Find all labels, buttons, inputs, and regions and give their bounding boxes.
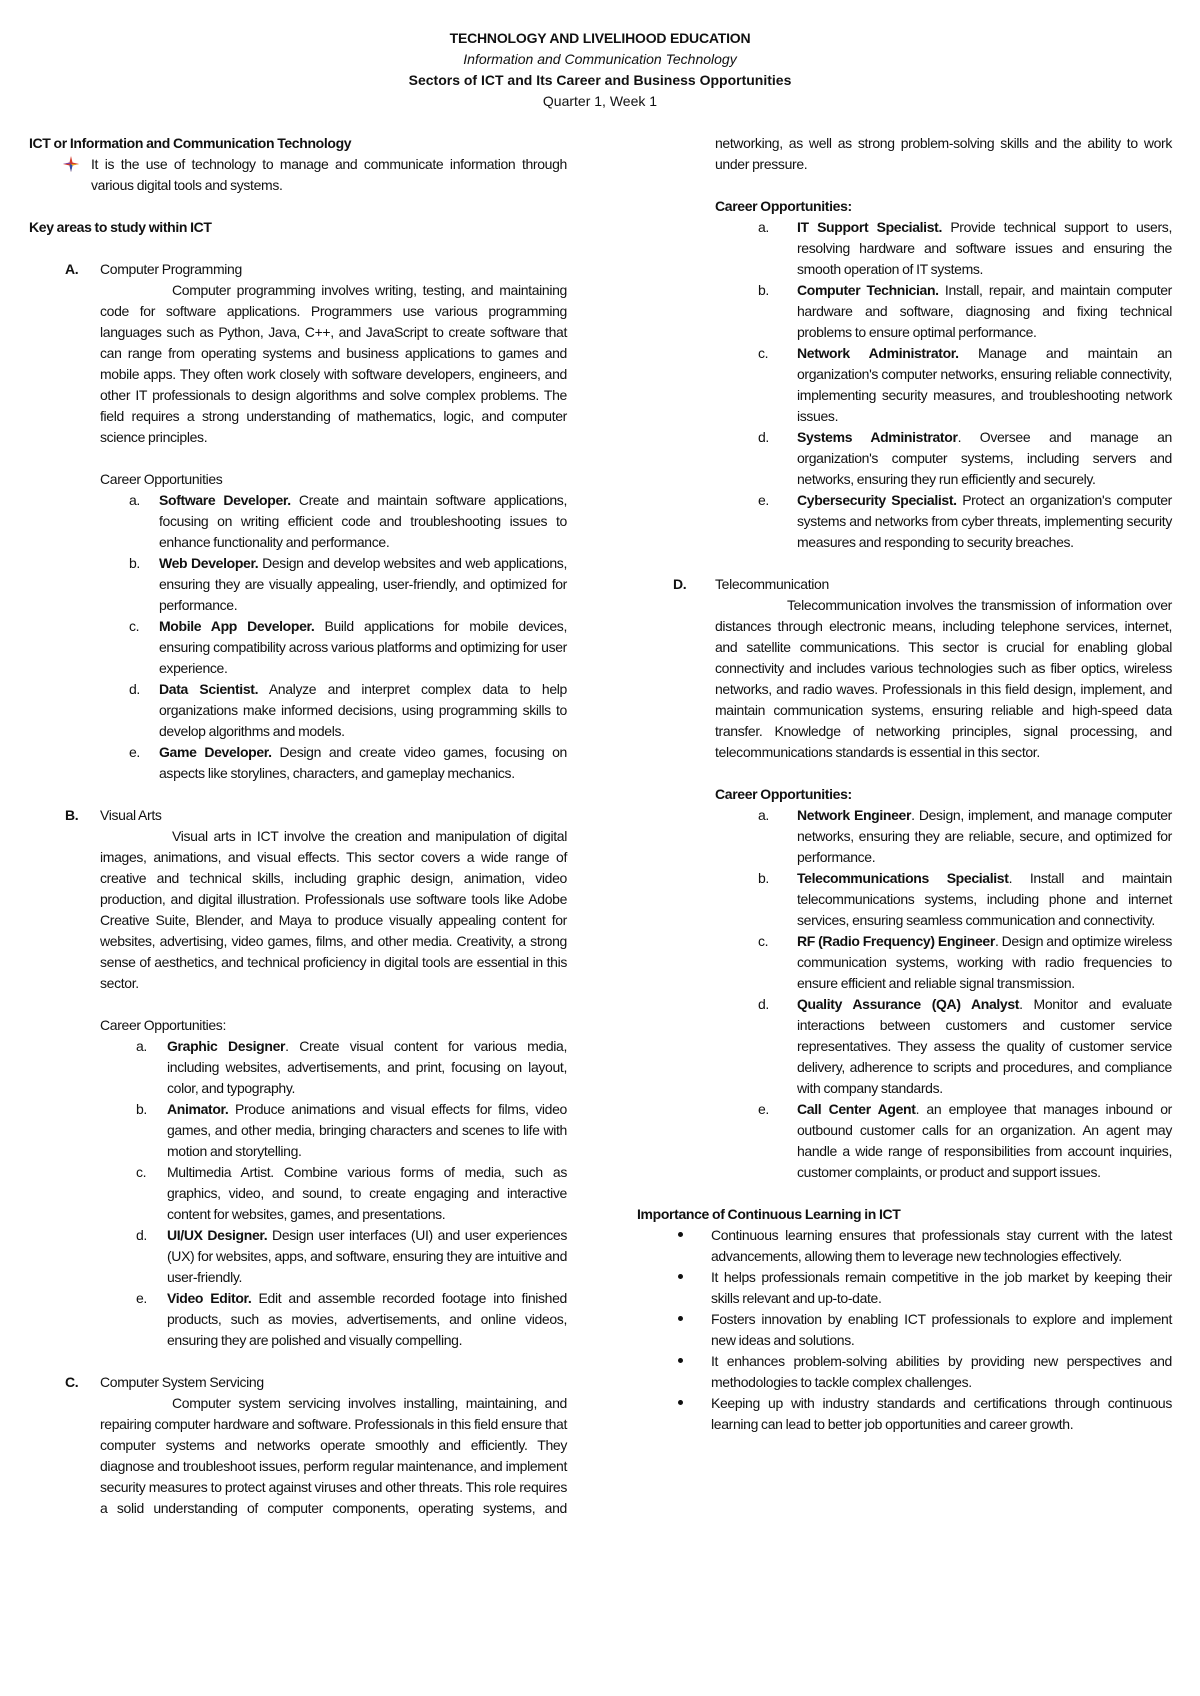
- career-title: Network Administrator.: [797, 345, 959, 361]
- career-item-text: [797, 490, 1172, 553]
- career-title: Mobile App Developer.: [159, 618, 315, 634]
- career-item: [715, 931, 1172, 994]
- section-letter: C.: [65, 1374, 79, 1390]
- section-c-body-continued: networking, as well as strong problem-solving skills and the ability to work under pressure.: [715, 135, 1172, 172]
- career-description: Manage and maintain an organization's computer networks, ensuring reliable connectivity, implementing security measures, and troubleshooting network issues.: [797, 345, 1172, 424]
- section-c-opportunities: [637, 196, 1172, 553]
- document-header: [0, 28, 1200, 112]
- career-description: . Design, implement, and manage computer networks, ensuring they are reliable, secure, and optimized for performance.: [797, 807, 1172, 865]
- career-description: Create and maintain software applications, focusing on writing efficient code and troubleshooting issues to enhance functionality and performance.: [159, 492, 567, 550]
- section-title: Telecommunication: [715, 576, 829, 592]
- career-description: Produce animations and visual effects for films, video games, and other media, bringing characters and scenes to life with motion and storytelling.: [167, 1101, 567, 1159]
- career-item-letter: e.: [758, 1101, 769, 1117]
- career-title: RF (Radio Frequency) Engineer: [797, 933, 995, 949]
- career-item-text: [167, 1162, 567, 1225]
- career-item: [100, 1099, 567, 1162]
- career-item: [100, 490, 567, 553]
- career-item-text: [797, 994, 1172, 1099]
- career-item-letter: a.: [129, 492, 140, 508]
- career-item-text: [159, 616, 567, 679]
- career-item-letter: c.: [758, 933, 769, 949]
- career-description: Provide technical support to users, resolving hardware and software issues and ensuring the smooth operation of IT systems.: [797, 219, 1172, 277]
- section-a-opportunities: [29, 469, 567, 784]
- career-title: Software Developer.: [159, 492, 291, 508]
- career-title: Cybersecurity Specialist.: [797, 492, 957, 508]
- bullet-dot-icon: [637, 1267, 711, 1309]
- bullet-dot-icon: [637, 1351, 711, 1393]
- document-title: TECHNOLOGY AND LIVELIHOOD EDUCATION: [449, 30, 751, 46]
- ict-heading: ICT or Information and Communication Technology: [29, 135, 352, 151]
- career-item-text: [797, 868, 1172, 931]
- career-item-text: [797, 427, 1172, 490]
- career-item: [100, 616, 567, 679]
- career-item-text: [167, 1225, 567, 1288]
- career-item: [100, 553, 567, 616]
- career-description: Protect an organization's computer systems and networks from cyber threats, implementing security measures and responding to security breaches.: [797, 492, 1172, 550]
- career-title: Network Engineer: [797, 807, 912, 823]
- career-item: [715, 1099, 1172, 1183]
- career-item: [100, 1288, 567, 1351]
- section-c-body: Computer system servicing involves installing, maintaining, and repairing computer hardware and software. Professionals in this field ensure that computer systems and networks operate smoothly and efficiently. They diagnose and troubleshoot issues, perform regular maintenance, and implement security measures to protect against viruses and other threats. This role requires a solid understanding of computer components, operating systems, and: [100, 1395, 567, 1516]
- section-b-opportunities: [29, 1015, 567, 1351]
- career-item-letter: d.: [758, 429, 769, 445]
- career-item: [715, 217, 1172, 280]
- importance-item: [637, 1225, 1172, 1267]
- career-item-letter: b.: [129, 555, 140, 571]
- career-title: Web Developer.: [159, 555, 259, 571]
- career-item-text: [167, 1288, 567, 1351]
- importance-item-text: It enhances problem-solving abilities by providing new perspectives and methodologies to tackle complex challenges.: [711, 1353, 1172, 1390]
- career-description: Multimedia Artist. Combine various forms of media, such as graphics, video, and sound, to create engaging and interactive content for websites, games, and presentations.: [167, 1164, 567, 1222]
- career-title: Quality Assurance (QA) Analyst: [797, 996, 1020, 1012]
- career-description: . Design and optimize wireless communication systems, working with radio frequencies to ensure efficient and reliable signal transmission.: [797, 933, 1172, 991]
- lesson-title: Sectors of ICT and Its Career and Business Opportunities: [408, 72, 792, 88]
- career-item-text: [159, 679, 567, 742]
- importance-item: [637, 1267, 1172, 1309]
- career-title: Game Developer.: [159, 744, 272, 760]
- section-letter: D.: [673, 576, 687, 592]
- opportunities-heading: Career Opportunities:: [715, 786, 852, 802]
- section-d-heading: [637, 574, 1172, 595]
- career-item-letter: d.: [758, 996, 769, 1012]
- career-item-letter: c.: [758, 345, 769, 361]
- career-item-letter: d.: [129, 681, 140, 697]
- importance-item-text: Fosters innovation by enabling ICT professionals to explore and implement new ideas and solutions.: [711, 1311, 1172, 1348]
- career-item: [715, 805, 1172, 868]
- career-item-text: [159, 742, 567, 784]
- career-description: . Monitor and evaluate interactions between customers and customer service representatives. They assess the quality of customer service delivery, adherence to scripts and procedures, and compliance with company standards.: [797, 996, 1172, 1096]
- left-column: [29, 133, 567, 1519]
- career-description: Design user interfaces (UI) and user experiences (UX) for websites, apps, and software, ensuring they are intuitive and user-friendly.: [167, 1227, 567, 1285]
- career-item-letter: e.: [136, 1290, 147, 1306]
- importance-item: [637, 1309, 1172, 1351]
- career-item: [715, 343, 1172, 427]
- career-title: UI/UX Designer.: [167, 1227, 268, 1243]
- career-title: Animator.: [167, 1101, 229, 1117]
- career-item: [715, 427, 1172, 490]
- career-item-text: [797, 805, 1172, 868]
- bullet-dot-icon: [637, 1393, 711, 1435]
- career-item-text: [159, 490, 567, 553]
- career-title: Call Center Agent: [797, 1101, 916, 1117]
- career-description: Edit and assemble recorded footage into finished products, such as movies, advertisements, and online videos, ensuring they are polished and visually compelling.: [167, 1290, 567, 1348]
- career-description: . Install and maintain telecommunications systems, including phone and internet services, ensuring seamless communication and connectivity.: [797, 870, 1172, 928]
- career-item-text: [797, 343, 1172, 427]
- importance-heading: Importance of Continuous Learning in ICT: [637, 1206, 901, 1222]
- career-item-text: [797, 931, 1172, 994]
- career-item-text: [797, 280, 1172, 343]
- career-title: Data Scientist.: [159, 681, 259, 697]
- section-a-body: Computer programming involves writing, testing, and maintaining code for software applications. Programmers use various programming languages such as Python, Java, C++, and JavaScript to create software that can range from operating systems and business applications to games and mobile apps. They often work closely with software developers, engineers, and other IT professionals to design algorithms and solve complex problems. The field requires a strong understanding of mathematics, logic, and computer science principles.: [100, 282, 567, 445]
- career-description: Analyze and interpret complex data to help organizations make informed decisions, using programming skills to develop algorithms and models.: [159, 681, 567, 739]
- career-item-text: [797, 217, 1172, 280]
- career-item: [100, 1036, 567, 1099]
- importance-list: [637, 1225, 1172, 1435]
- career-title: Video Editor.: [167, 1290, 252, 1306]
- career-item-letter: c.: [129, 618, 140, 634]
- career-description: Build applications for mobile devices, ensuring compatibility across various platforms and optimizing for user experience.: [159, 618, 567, 676]
- career-title: Graphic Designer: [167, 1038, 286, 1054]
- opportunities-heading: Career Opportunities:: [715, 198, 852, 214]
- importance-item: [637, 1393, 1172, 1435]
- ict-definition: It is the use of technology to manage and communicate information through various digital tools and systems.: [91, 156, 567, 193]
- ict-definition-item: [29, 154, 567, 196]
- career-title: Telecommunications Specialist: [797, 870, 1009, 886]
- career-item-letter: c.: [136, 1164, 147, 1180]
- bullet-dot-icon: [637, 1225, 711, 1267]
- career-item-letter: b.: [136, 1101, 147, 1117]
- career-item-letter: a.: [136, 1038, 147, 1054]
- career-description: Design and develop websites and web applications, ensuring they are visually appealing, user-friendly, and optimized for performance.: [159, 555, 568, 613]
- right-column: [637, 133, 1172, 1435]
- career-item-letter: e.: [758, 492, 769, 508]
- career-item: [715, 280, 1172, 343]
- career-item-text: [167, 1099, 567, 1162]
- four-point-star-icon: [62, 154, 82, 196]
- document-subtitle: Information and Communication Technology: [463, 51, 737, 67]
- career-item-letter: b.: [758, 282, 769, 298]
- career-title: Systems Administrator: [797, 429, 958, 445]
- importance-item-text: It helps professionals remain competitive in the job market by keeping their skills relevant and up-to-date.: [711, 1269, 1172, 1306]
- section-title: Visual Arts: [100, 807, 162, 823]
- career-item: [100, 679, 567, 742]
- importance-item-text: Keeping up with industry standards and certifications through continuous learning can lead to better job opportunities and career growth.: [711, 1395, 1172, 1432]
- section-a-heading: [29, 259, 567, 280]
- career-description: Install, repair, and maintain computer hardware and software, diagnosing and fixing technical problems to ensure optimal performance.: [797, 282, 1172, 340]
- section-b-heading: [29, 805, 567, 826]
- opportunities-heading: Career Opportunities: [100, 471, 223, 487]
- career-item: [100, 742, 567, 784]
- section-title: Computer System Servicing: [100, 1374, 264, 1390]
- career-item: [715, 868, 1172, 931]
- career-description: Design and create video games, focusing on aspects like storylines, characters, and gameplay mechanics.: [159, 744, 567, 781]
- career-item-letter: a.: [758, 219, 769, 235]
- career-item-letter: a.: [758, 807, 769, 823]
- career-title: Computer Technician.: [797, 282, 939, 298]
- bullet-dot-icon: [637, 1309, 711, 1351]
- career-item: [100, 1225, 567, 1288]
- importance-item-text: Continuous learning ensures that professionals stay current with the latest advancements, allowing them to leverage new technologies effectively.: [711, 1227, 1172, 1264]
- section-b-body: Visual arts in ICT involve the creation and manipulation of digital images, animations, and visual effects. This sector covers a wide range of creative and technical skills, including graphic design, animation, video production, and digital illustration. Professionals use software tools like Adobe Creative Suite, Blender, and Maya to produce visually appealing content for websites, advertising, video games, films, and other media. Creativity, a strong sense of aesthetics, and technical proficiency in digital tools are essential in this sector.: [100, 828, 567, 991]
- quarter-label: Quarter 1, Week 1: [542, 93, 658, 109]
- career-item-letter: d.: [136, 1227, 147, 1243]
- section-letter: A.: [65, 261, 79, 277]
- section-letter: B.: [65, 807, 79, 823]
- career-description: . Oversee and manage an organization's computer systems, including servers and networks, ensuring they run efficiently and securely.: [797, 429, 1172, 487]
- career-item: [715, 994, 1172, 1099]
- section-d-body: Telecommunication involves the transmission of information over distances through electronic means, including telephone services, internet, and satellite communications. This sector is crucial for enabling global connectivity and includes various technologies such as fiber optics, wireless networks, and radio waves. Professionals in this field design, implement, and maintain communication systems, ensuring reliable and high-speed data transfer. Knowledge of networking principles, signal processing, and telecommunications standards is essential in this sector.: [715, 597, 1172, 760]
- career-item: [100, 1162, 567, 1225]
- career-item-text: [797, 1099, 1172, 1183]
- career-title: IT Support Specialist.: [797, 219, 942, 235]
- career-item-text: [159, 553, 567, 616]
- career-item-letter: b.: [758, 870, 769, 886]
- career-description: . Create visual content for various media, including websites, advertisements, and print, focusing on layout, color, and typography.: [167, 1038, 567, 1096]
- career-item-letter: e.: [129, 744, 140, 760]
- section-title: Computer Programming: [100, 261, 242, 277]
- opportunities-heading: Career Opportunities:: [100, 1017, 226, 1033]
- career-item: [715, 490, 1172, 553]
- section-c-heading: [29, 1372, 567, 1393]
- section-d-opportunities: [637, 784, 1172, 1183]
- importance-item: [637, 1351, 1172, 1393]
- career-item-text: [167, 1036, 567, 1099]
- career-description: . an employee that manages inbound or outbound customer calls for an organization. An agent may handle a wide range of responsibilities from account inquiries, customer complaints, or product and support issues.: [797, 1101, 1172, 1180]
- key-areas-heading: Key areas to study within ICT: [29, 219, 212, 235]
